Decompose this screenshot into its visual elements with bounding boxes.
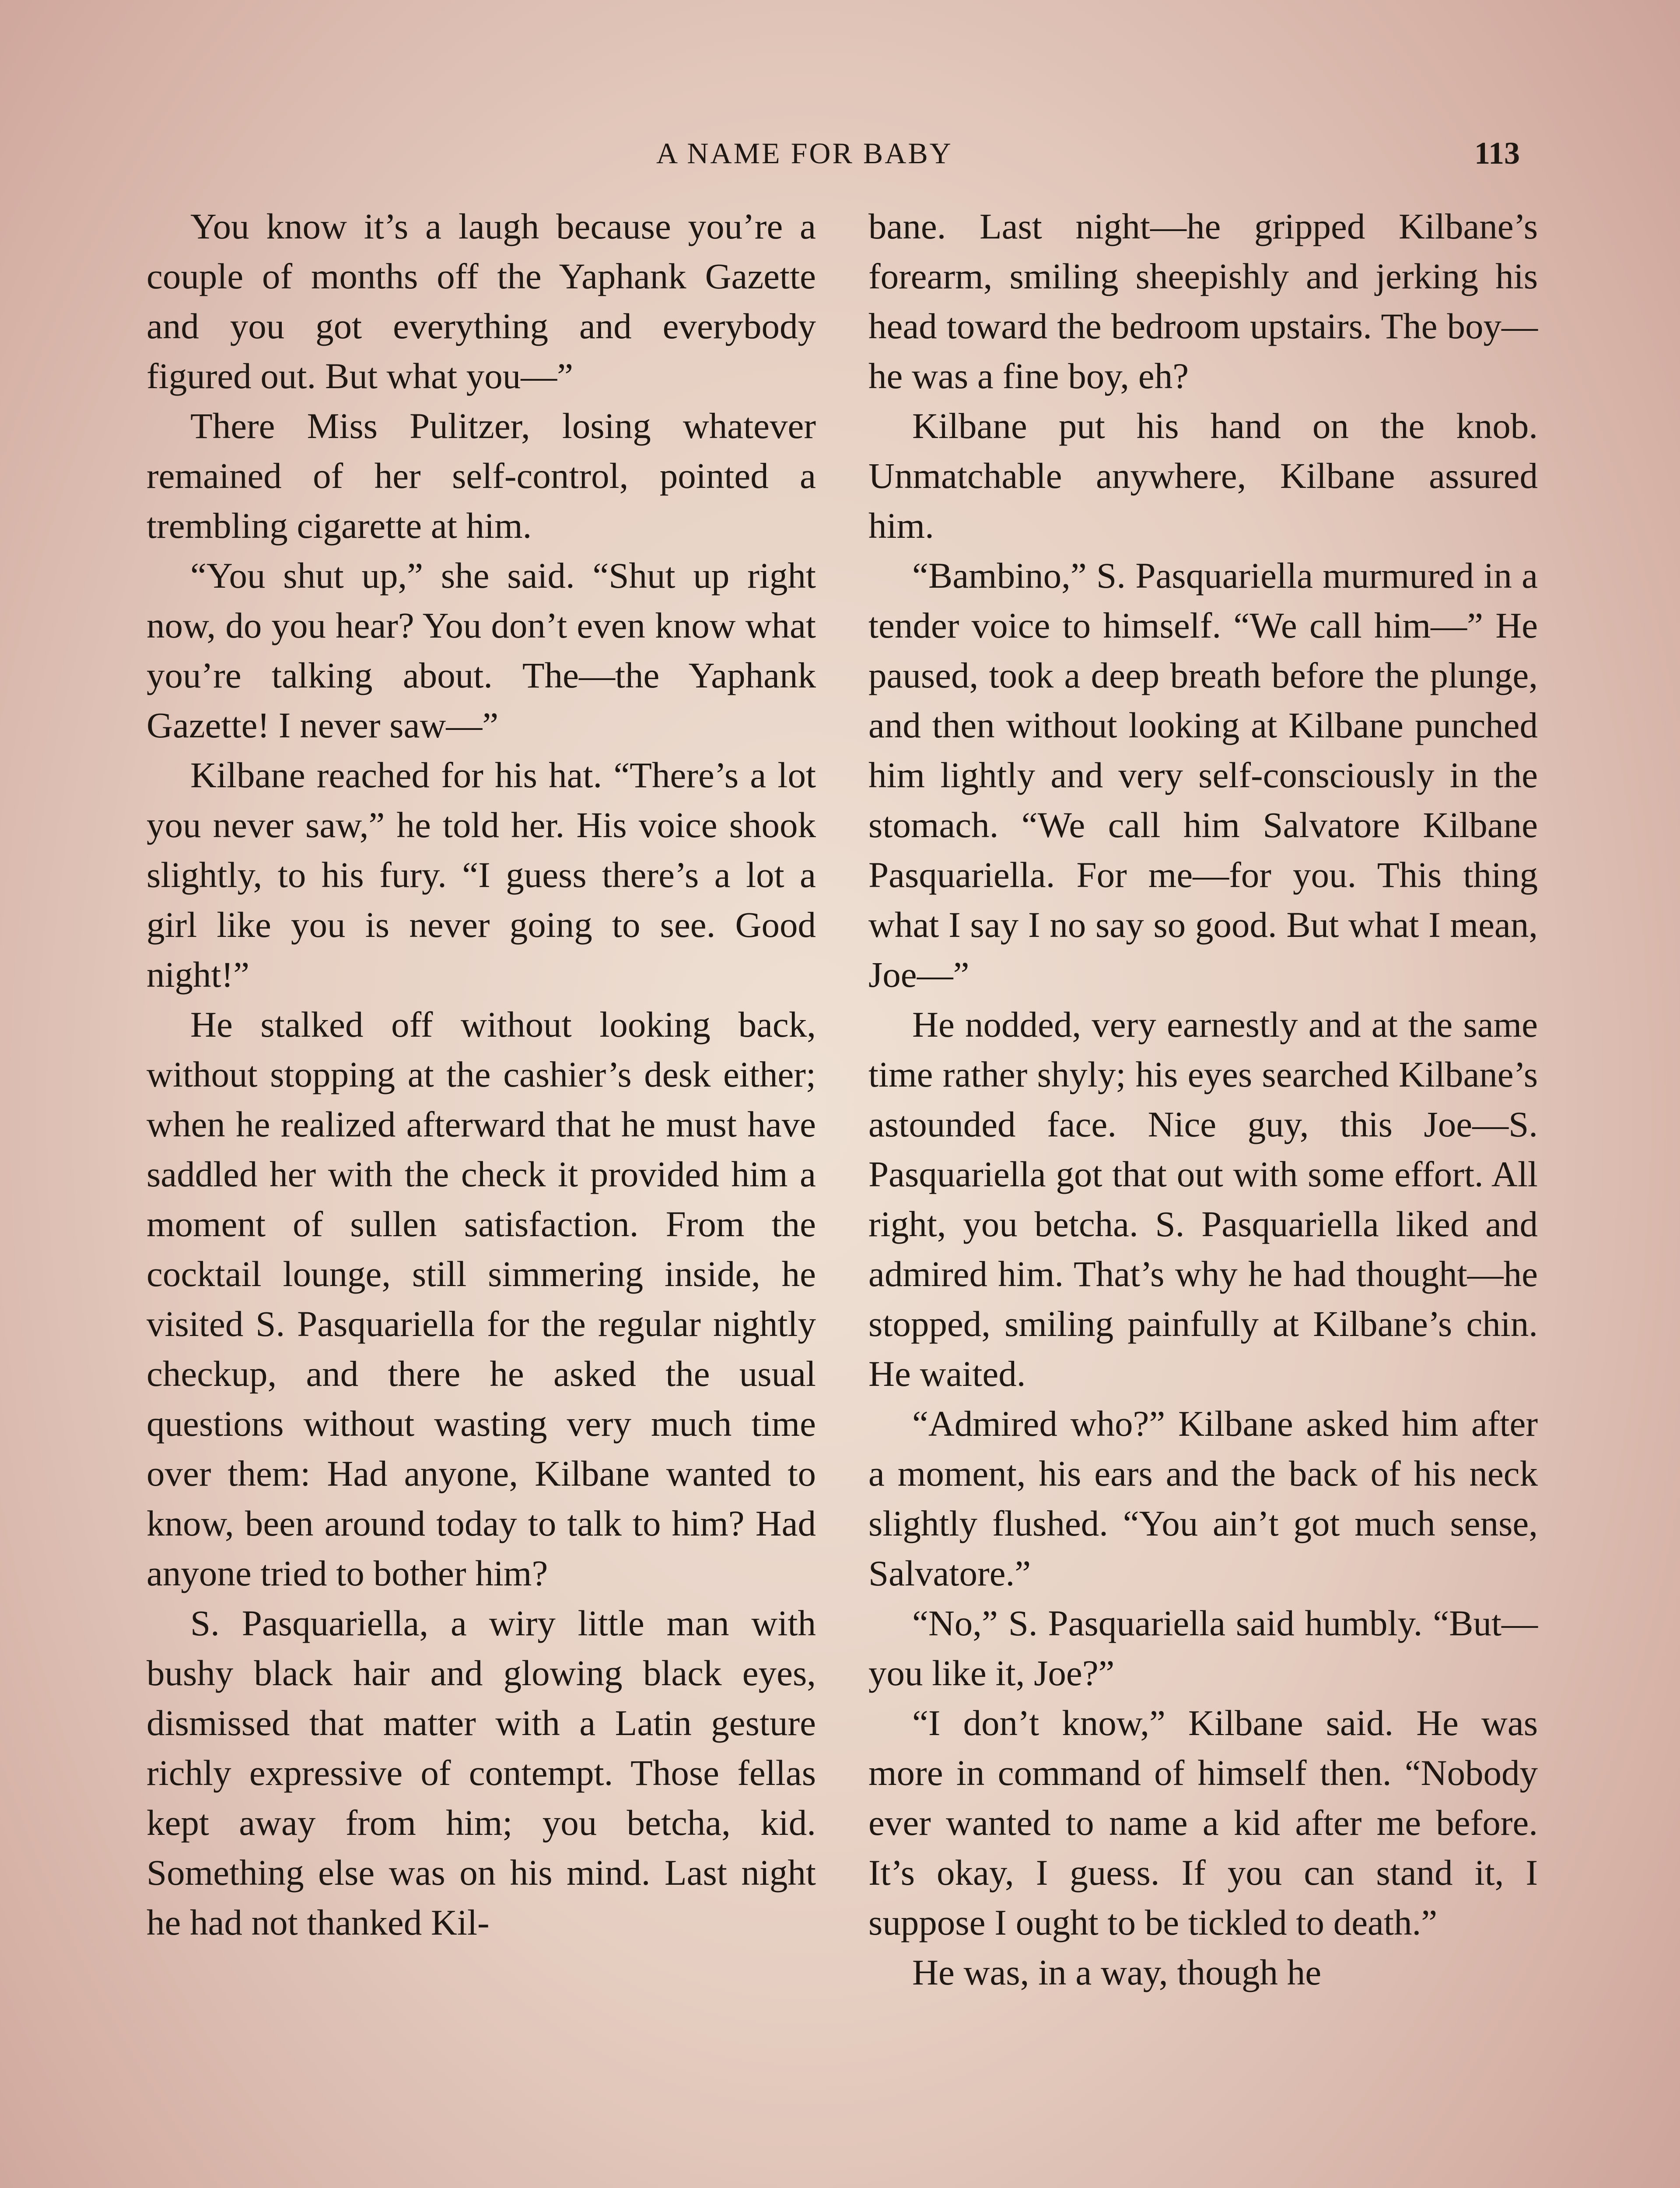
paragraph: “Admired who?” Kilbane asked him after a moment, his ears and the back of his neck slightly flushed. “You ain’t got much sense, Salvatore.” [868, 1403, 1538, 1593]
paragraph: “I don’t know,” Kilbane said. He was more in command of himself then. “Nobody ever wanted to name a kid after me before. It’s okay, I guess. If you can stand it, I suppose I ought to be tickled to death.” [868, 1703, 1538, 1943]
paragraph: There Miss Pulitzer, losing whatever remained of her self-control, pointed a trembling cigarette at him. [147, 406, 816, 546]
page-number: 113 [1474, 136, 1520, 171]
paragraph: He was, in a way, though he [912, 1952, 1322, 1992]
paragraph: Kilbane reached for his hat. “There’s a lot you never saw,” he told her. His voice shook slightly, to his fury. “I guess there’s a lot a girl like you is never going to see. Good night!” [147, 755, 816, 995]
paragraph: He nodded, very earnestly and at the same time rather shyly; his eyes searched Kilbane’s astounded face. Nice guy, this Joe—S. Pasquariella got that out with some effort. All right, you betcha. S. Pasquariella liked and admired him. That’s why he had thought—he stopped, smiling painfully at Kilbane’s chin. He waited. [868, 1004, 1538, 1394]
paragraph: “You shut up,” she said. “Shut up right now, do you hear? You don’t even know what you’re talking about. The—the Yaphank Gazette! I never saw—” [147, 555, 816, 745]
left-column [147, 201, 816, 1947]
paragraph: You know it’s a laugh because you’re a couple of months off the Yaphank Gazette and you got everything and everybody figured out. But what you—” [147, 206, 816, 396]
running-head [0, 131, 1680, 175]
paragraph-continuation: bane. Last night—he gripped Kilbane’s forearm, smiling sheepishly and jerking his head toward the bedroom upstairs. The boy—he was a fine boy, eh? [868, 206, 1538, 396]
paragraph: Kilbane put his hand on the knob. Unmatchable anywhere, Kilbane assured him. [868, 406, 1538, 546]
paragraph: “No,” S. Pasquariella said humbly. “But—you like it, Joe?” [868, 1603, 1538, 1693]
paragraph: He stalked off without looking back, without stopping at the cashier’s desk either; when he realized afterward that he must have saddled her with the check it provided him a moment of sullen satisfaction. From the cocktail lounge, still simmering inside, he visited S. Pasquariella for the regular nightly checkup, and there he asked the usual questions without wasting very much time over them: Had anyone, Kilbane wanted to know, been around today to talk to him? Had anyone tried to bother him? [147, 1004, 816, 1593]
paragraph: S. Pasquariella, a wiry little man with bushy black hair and glowing black eyes, dismissed that matter with a Latin gesture richly expressive of contempt. Those fellas kept away from him; you betcha, kid. Something else was on his mind. Last night he had not thanked Kil- [147, 1603, 816, 1943]
right-column [868, 201, 1538, 1997]
running-title: A NAME FOR BABY [656, 137, 953, 170]
paragraph: “Bambino,” S. Pasquariella murmured in a tender voice to himself. “We call him—” He paused, took a deep breath before the plunge, and then without looking at Kilbane punched him lightly and very self-consciously in the stomach. “We call him Salvatore Kilbane Pasquariella. For me—for you. This thing what I say I no say so good. But what I mean, Joe—” [868, 555, 1538, 995]
